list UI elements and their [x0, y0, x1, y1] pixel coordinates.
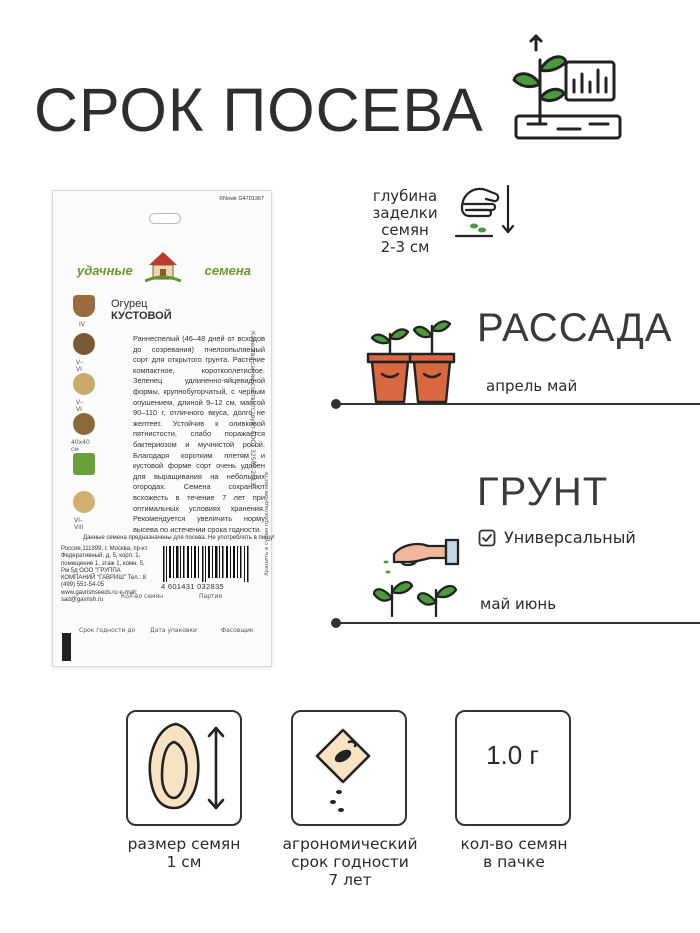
grunt-timeline	[336, 622, 700, 624]
crop-name: Огурец	[111, 298, 148, 310]
depth-line: глубина	[372, 187, 438, 205]
pot-icon	[73, 295, 95, 317]
seed-count-label: Кол-во семян	[121, 593, 164, 600]
pack-date-label: Дата упаковки	[150, 627, 197, 634]
batch-label: Партия	[199, 593, 223, 600]
seed-weight-value: 1.0 г	[486, 740, 539, 770]
page-title: СРОК ПОСЕВА	[34, 76, 484, 144]
rassada-title: РАССАДА	[477, 306, 673, 350]
brand-logo	[75, 249, 251, 285]
seed-packet	[52, 190, 275, 667]
rassada-months: апрель май	[486, 377, 578, 395]
usage-note: Данные семена предназначены для посева. Не употреблять в пищу!	[83, 535, 275, 541]
caption-line: размер семян	[127, 835, 241, 853]
seed-weight-box	[455, 710, 571, 826]
pictogram-label: V–VI	[76, 399, 84, 413]
seed-size-box	[126, 710, 242, 826]
seedling-growth-chart-icon	[510, 32, 628, 144]
seed-size-icon	[128, 712, 239, 823]
seedling-pots-icon	[364, 318, 464, 408]
spacing-icon	[73, 413, 95, 435]
checkbox-checked-icon	[478, 529, 496, 547]
soil-type: Универсальный	[504, 528, 636, 547]
depth-line: заделки	[372, 204, 438, 222]
packet-black-bar	[62, 633, 71, 661]
caption-line: 7 лет	[328, 871, 372, 889]
pictogram-label: 40x40 см	[71, 439, 90, 453]
hand-planting-icon	[372, 528, 462, 620]
grunt-title: ГРУНТ	[477, 470, 609, 514]
hand-seed-depth-icon	[452, 180, 518, 250]
sprout-icon	[73, 373, 95, 395]
company-address: Россия,111399, г. Москва, пр-кт Федеративный, д. 5, корп. 1, помещение 1, этаж 1, комн. 5, Рм 5д ООО "ГРУППА КОМПАНИЙ "ГАВРИШ" Тел.: 8 (499) 551-54-05 www.gavrishseeds.ru e-mail: sad@gavrish.ru	[61, 546, 148, 604]
seed-size-caption	[104, 835, 264, 871]
packet-hang-hole	[149, 213, 181, 224]
caption-line: 1 см	[166, 853, 202, 871]
house-logo-icon	[145, 249, 181, 283]
caption-line: кол-во семян	[460, 835, 568, 853]
product-name	[111, 298, 172, 322]
shelf-life-box	[291, 710, 407, 826]
variety-name: КУСТОВОЙ	[111, 310, 172, 322]
plant-icon	[73, 453, 95, 475]
caption-line: срок годности	[291, 853, 409, 871]
seed-depth-text	[360, 188, 450, 256]
harvest-icon	[73, 491, 95, 513]
storage-text: Хранить в сухом прохладном месте	[264, 471, 270, 576]
packet-code: ©Nowk G4701367	[219, 196, 265, 202]
pictogram-label: V–VI	[76, 359, 84, 373]
caption-line: агрономический	[282, 835, 418, 853]
brand-left: удачные	[77, 263, 133, 278]
pictogram-label: IV	[79, 321, 85, 328]
product-description: Раннеспелый (46–48 дней от всходов до созревания) пчелоопыляемый сорт для открытого грунта. Растение компактное, короткоплетистое. Зеленец удлиненно-яйцевидной формы, крупнобугорчатый, с черным опушением, длиной 9–12 см, массой 90–110 г, отличного вкуса, долго не желтеет. Устойчив к оливковой пятнистости, слабо поражается бактериозом и мучнистой росой. Благодаря коротким плетям и кустовой форме сорт очень удобен для выращивания на небольших огородах. Семена сохраняют всхожесть в течение 7 лет при оптимальных условиях хранения. Рекомендуется увеличить норму высева по истечении срока годности.	[133, 334, 265, 534]
pictogram-label: VI–VIII	[74, 517, 84, 531]
depth-line: семян	[381, 221, 429, 239]
barcode-number: 4 601431 032835	[161, 582, 224, 591]
quality-standard-text: Качество семян соответствует ГОСТ 32592-2013	[249, 331, 256, 486]
soil-icon	[73, 333, 95, 355]
caption-line: в пачке	[483, 853, 545, 871]
rassada-timeline	[336, 403, 700, 405]
expiry-label: Срок годности до	[79, 627, 136, 634]
brand-right: семена	[204, 263, 251, 278]
grunt-months: май июнь	[480, 595, 557, 613]
packer-label: Фасовщик	[221, 627, 254, 634]
seed-packet-pour-icon	[293, 712, 404, 823]
seed-count-caption	[436, 835, 592, 871]
depth-line: 2-3 см	[380, 238, 430, 256]
shelf-life-caption	[262, 835, 438, 889]
